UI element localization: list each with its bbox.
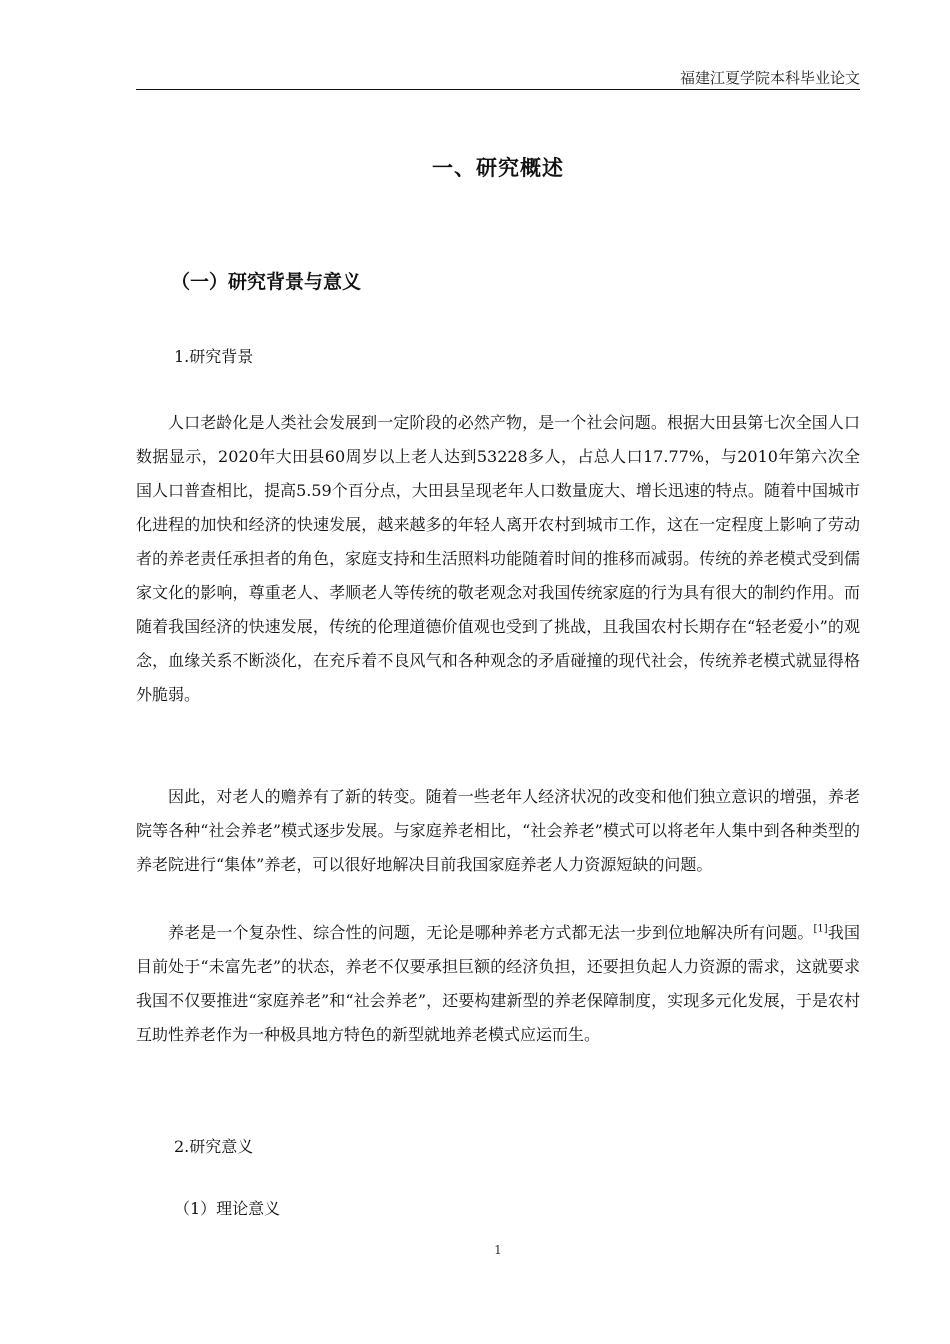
sub-subsection-heading-theory: （1）理论意义 [174,1199,281,1218]
subsection-heading-significance: 2.研究意义 [174,1137,254,1156]
header-rule [136,89,860,90]
paragraph-background-3 [136,916,860,1052]
chapter-title: 一、研究概述 [432,155,564,180]
page-number: 1 [494,1243,502,1257]
paragraph-background-1: 人口老龄化是人类社会发展到一定阶段的必然产物，是一个社会问题。根据大田县第七次全国人口数据显示，2020年大田县60周岁以上老人达到53228多人，占总人口17.77%，与2010年第六次全国人口普查相比，提高5.59个百分点，大田县呈现老年人口数量庞大、增长迅速的特点。随着中国城市化进程的加快和经济的快速发展，越来越多的年轻人离开农村到城市工作，这在一定程度上影响了劳动者的养老责任承担者的角色，家庭支持和生活照料功能随着时间的推移而减弱。传统的养老模式受到儒家文化的影响，尊重老人、孝顺老人等传统的敬老观念对我国传统家庭的行为具有很大的制约作用。而随着我国经济的快速发展，传统的伦理道德价值观也受到了挑战，且我国农村长期存在“轻老爱小”的观念，血缘关系不断淡化，在充斥着不良风气和各种观念的矛盾碰撞的现代社会，传统养老模式就显得格外脆弱。 [136,413,860,704]
section-title: （一）研究背景与意义 [171,271,362,293]
paragraph-background-2: 因此，对老人的赡养有了新的转变。随着一些老年人经济状况的改变和他们独立意识的增强，养老院等各种“社会养老”模式逐步发展。与家庭养老相比，“社会养老”模式可以将老年人集中到各种类型的养老院进行“集体”养老，可以很好地解决目前我国家庭养老人力资源短缺的问题。 [136,787,860,874]
paragraph-3-part-2: 我国目前处于“未富先老”的状态，养老不仅要承担巨额的经济负担，还要担负起人力资源的需求，这就要求我国不仅要推进“家庭养老”和“社会养老”，还要构建新型的养老保障制度，实现多元化发展，于是农村互助性养老作为一种极具地方特色的新型就地养老模式应运而生。 [136,923,860,1044]
paragraph-3-part-1: 养老是一个复杂性、综合性的问题，无论是哪种养老方式都无法一步到位地解决所有问题。 [168,923,814,942]
running-header: 福建江夏学院本科毕业论文 [679,69,860,87]
citation-marker: [1] [813,923,828,935]
subsection-heading-background: 1.研究背景 [174,347,254,366]
